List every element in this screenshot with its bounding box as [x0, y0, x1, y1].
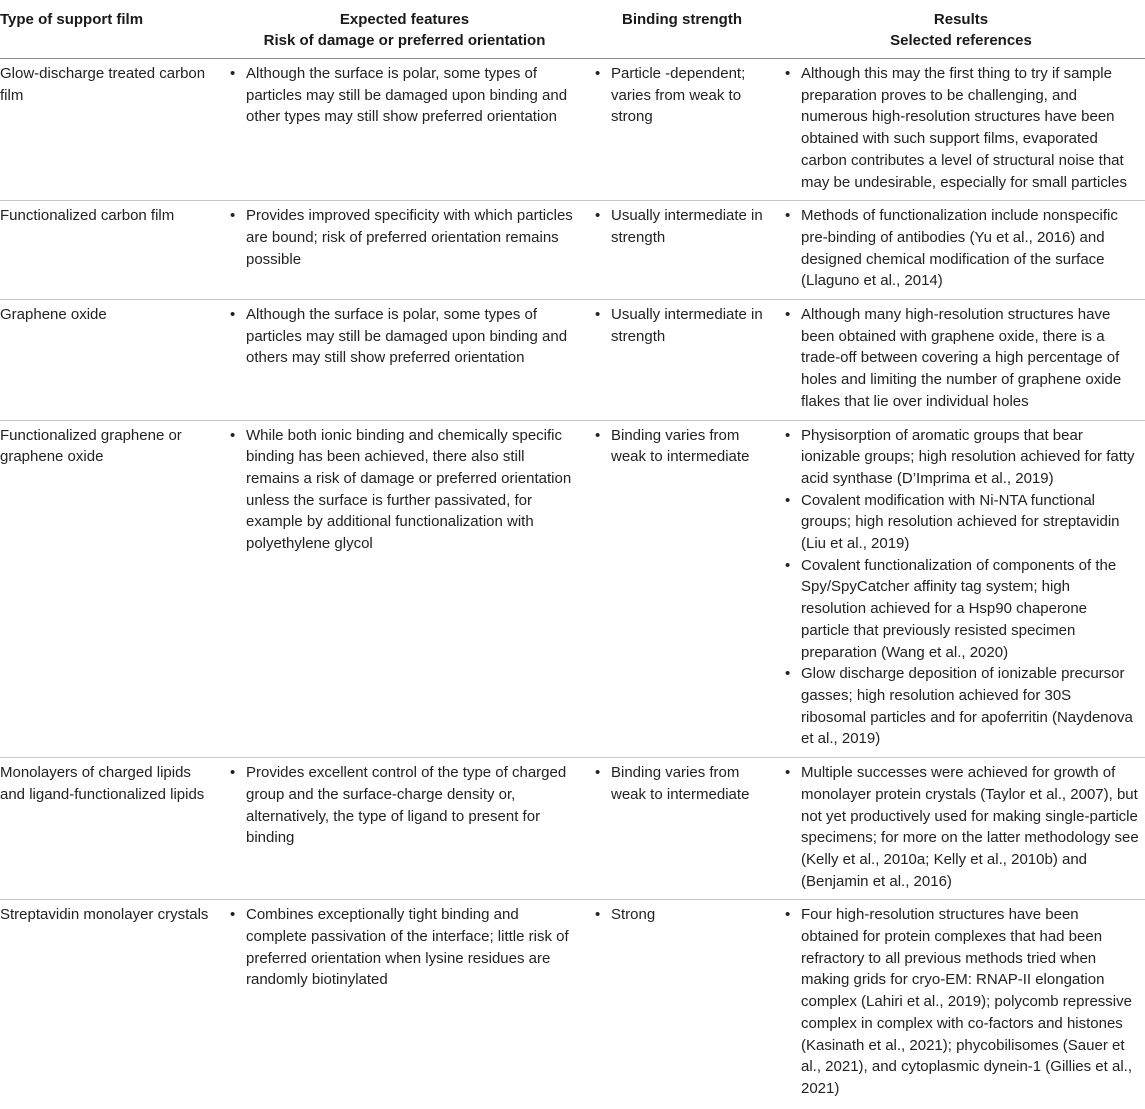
- header-binding: Binding strength: [587, 0, 777, 59]
- support-film-type-cell: Functionalized graphene or graphene oxide: [0, 420, 222, 758]
- binding-item: • Particle -dependent; varies from weak to strong: [593, 63, 771, 128]
- results-cell: [777, 900, 1145, 1107]
- results-cell: [777, 201, 1145, 300]
- table-row: [0, 59, 1145, 201]
- result-list: [783, 762, 1139, 892]
- support-film-type-cell: Graphene oxide: [0, 300, 222, 421]
- feature-list: [228, 63, 581, 128]
- binding-item: • Binding varies from weak to intermediate: [593, 425, 771, 468]
- result-list: [783, 904, 1139, 1099]
- result-item: • Glow discharge deposition of ionizable precursor gasses; high resolution achieved for 30S ribosomal particles and for apoferritin (Naydenova et al., 2019): [783, 663, 1139, 750]
- result-item: • Although this may the first thing to try if sample preparation proves to be challenging, and numerous high-resolution structures have been obtained with such support films, evaporated carbon contributes a level of structural noise that may be undesirable, especially for small particles: [783, 63, 1139, 193]
- table-row: [0, 758, 1145, 900]
- feature-list: [228, 904, 581, 991]
- binding-cell: [587, 59, 777, 201]
- binding-cell: [587, 201, 777, 300]
- feature-item: • Although the surface is polar, some types of particles may still be damaged upon binding and other types may still show preferred orientation: [228, 63, 581, 128]
- header-results-line1: Results: [933, 11, 989, 28]
- binding-item: • Usually intermediate in strength: [593, 304, 771, 347]
- table-row: [0, 420, 1145, 758]
- feature-item: • While both ionic binding and chemically specific binding has been achieved, there also still remains a risk of damage or preferred orientation unless the surface is further passivated, for example by additional functionalization with polyethylene glycol: [228, 425, 581, 555]
- feature-list: [228, 304, 581, 369]
- feature-item: • Although the surface is polar, some types of particles may still be damaged upon binding and others may still show preferred orientation: [228, 304, 581, 369]
- binding-cell: [587, 300, 777, 421]
- result-item: • Physisorption of aromatic groups that bear ionizable groups; high resolution achieved for fatty acid synthase (D’Imprima et al., 2019): [783, 425, 1139, 490]
- result-list: [783, 425, 1139, 751]
- results-cell: [777, 758, 1145, 900]
- table-row: [0, 201, 1145, 300]
- results-cell: [777, 59, 1145, 201]
- features-cell: [222, 201, 587, 300]
- feature-item: • Provides improved specificity with which particles are bound; risk of preferred orientation remains possible: [228, 205, 581, 270]
- table-row: [0, 300, 1145, 421]
- header-results-line2: Selected references: [890, 32, 1032, 49]
- table-row: [0, 900, 1145, 1107]
- result-item: • Covalent functionalization of components of the Spy/SpyCatcher affinity tag system; high resolution achieved for a Hsp90 chaperone particle that previously resisted specimen preparation (Wang et al., 2020): [783, 555, 1139, 664]
- binding-cell: [587, 420, 777, 758]
- binding-list: [593, 304, 771, 347]
- support-film-type-cell: Streptavidin monolayer crystals: [0, 906, 209, 924]
- binding-item: • Strong: [593, 904, 771, 926]
- result-list: [783, 205, 1139, 292]
- features-cell: [222, 758, 587, 900]
- table-body: [0, 59, 1145, 1107]
- features-cell: [222, 59, 587, 201]
- result-item: • Covalent modification with Ni-NTA functional groups; high resolution achieved for streptavidin (Liu et al., 2019): [783, 490, 1139, 555]
- result-list: [783, 304, 1139, 413]
- header-type: Type of support film: [0, 0, 222, 59]
- feature-list: [228, 205, 581, 270]
- binding-cell: [587, 758, 777, 900]
- support-film-type-cell: Functionalized carbon film: [0, 201, 222, 300]
- feature-list: [228, 425, 581, 555]
- features-cell: [222, 300, 587, 421]
- support-film-type-cell: Monolayers of charged lipids and ligand-functionalized lipids: [0, 758, 222, 900]
- feature-item: • Provides excellent control of the type of charged group and the surface-charge density or, alternatively, the type of ligand to present for binding: [228, 762, 581, 849]
- support-film-type-cell: Glow-discharge treated carbon film: [0, 59, 222, 201]
- result-list: [783, 63, 1139, 193]
- results-cell: [777, 300, 1145, 421]
- result-item: • Although many high-resolution structures have been obtained with graphene oxide, there is a trade-off between covering a high percentage of holes and limiting the number of graphene oxide flakes that lie over individual holes: [783, 304, 1139, 413]
- features-cell: [222, 900, 587, 1107]
- result-item: • Multiple successes were achieved for growth of monolayer protein crystals (Taylor et al., 2007), but not yet productively used for making single-particle specimens; for more on the latter methodology see (Kelly et al., 2010a; Kelly et al., 2010b) and (Benjamin et al., 2016): [783, 762, 1139, 892]
- binding-item: • Usually intermediate in strength: [593, 205, 771, 248]
- header-features: [222, 0, 587, 59]
- binding-item: • Binding varies from weak to intermediate: [593, 762, 771, 805]
- binding-list: [593, 205, 771, 248]
- feature-item: • Combines exceptionally tight binding and complete passivation of the interface; little risk of preferred orientation when lysine residues are randomly biotinylated: [228, 904, 581, 991]
- binding-list: [593, 904, 771, 926]
- binding-list: [593, 762, 771, 805]
- header-results: [777, 0, 1145, 59]
- header-features-line2: Risk of damage or preferred orientation: [263, 32, 546, 49]
- result-item: • Four high-resolution structures have been obtained for protein complexes that had been refractory to all previous methods tried when making grids for cryo-EM: RNAP-II elongation complex (Lahiri et al., 2019); polycomb repressive complex in complex with co-factors and histones (Kasinath et al., 2021); phycobilisomes (Sauer et al., 2021), and cytoplasmic dynein-1 (Gillies et al., 2021): [783, 904, 1139, 1099]
- feature-list: [228, 762, 581, 849]
- binding-cell: [587, 900, 777, 1107]
- header-features-line1: Expected features: [339, 11, 470, 28]
- table-header-row: [0, 0, 1145, 59]
- result-item: • Methods of functionalization include nonspecific pre-binding of antibodies (Yu et al., 2016) and designed chemical modification of the surface (Llaguno et al., 2014): [783, 205, 1139, 292]
- results-cell: [777, 420, 1145, 758]
- binding-list: [593, 63, 771, 128]
- binding-list: [593, 425, 771, 468]
- features-cell: [222, 420, 587, 758]
